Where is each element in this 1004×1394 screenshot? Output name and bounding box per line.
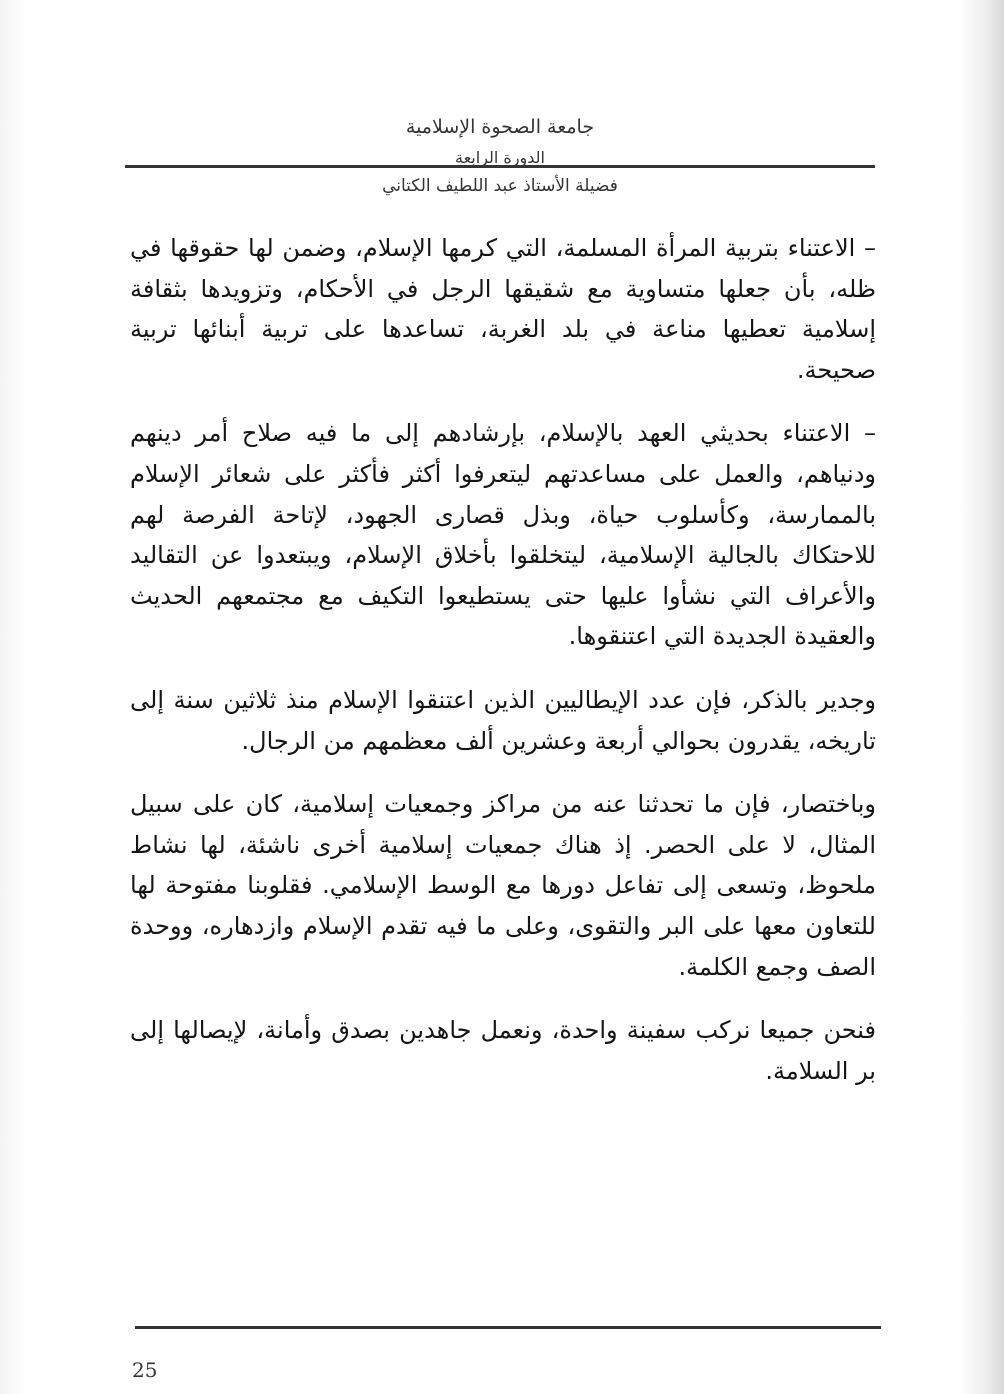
page-number: 25 xyxy=(132,1358,158,1382)
paragraph: – الاعتناء بحديثي العهد بالإسلام، بإرشادهم إلى ما فيه صلاح أمر دينهم ودنياهم، والعمل على مساعدتهم ليتعرفوا أكثر فأكثر على شعائر الإسلام بالممارسة، وكأسلوب حياة، وبذل قصارى الجهود، لإتاحة الفرصة لهم للاحتكاك بالجالية الإسلامية، ليتخلقوا بأخلاق الإسلام، ويبتعدوا عن التقاليد والأعراف التي نشأوا عليها حتى يستطيعوا التكيف مع مجتمعهم الحديث والعقيدة الجديدة التي اعتنقوها. xyxy=(130,419,876,651)
header-title: جامعة الصحوة الإسلامية xyxy=(405,116,595,138)
footer-divider xyxy=(135,1326,881,1329)
running-header xyxy=(125,112,875,142)
header-author: فضيلة الأستاذ عبد اللطيف الكتاني xyxy=(382,176,618,196)
header-divider xyxy=(125,165,875,168)
paragraph: وباختصار، فإن ما تحدثنا عنه من مراكز وجمعيات إسلامية، كان على سبيل المثال، لا على الحصر. إذ هناك جمعيات إسلامية أخرى ناشئة، لها نشاط ملحوظ، وتسعى إلى تفاعل دورها مع الوسط الإسلامي. فقلوبنا مفتوحة لها للتعاون معها على البر والتقوى، وعلى ما فيه تقدم الإسلام وازدهاره، ووحدة الصف وجمع الكلمة. xyxy=(130,790,876,981)
paragraph: – الاعتناء بتربية المرأة المسلمة، التي كرمها الإسلام، وضمن لها حقوقها في ظله، بأن جعلها متساوية مع شقيقها الرجل في الأحكام، وتزويدها بثقافة إسلامية تعطيها مناعة في بلد الغربة، تساعدها على تربية أبنائها تربية صحيحة. xyxy=(130,234,876,384)
paragraph: فنحن جميعا نركب سفينة واحدة، ونعمل جاهدين بصدق وأمانة، لإيصالها إلى بر السلامة. xyxy=(130,1016,876,1085)
header-session: الدورة الرابعة xyxy=(455,148,545,167)
paragraph: وجدير بالذكر، فإن عدد الإيطاليين الذين اعتنقوا الإسلام منذ ثلاثين سنة إلى تاريخه، يقدرون بحوالي أربعة وعشرين ألف معظمهم من الرجال. xyxy=(130,685,876,755)
body-text xyxy=(130,228,876,1114)
